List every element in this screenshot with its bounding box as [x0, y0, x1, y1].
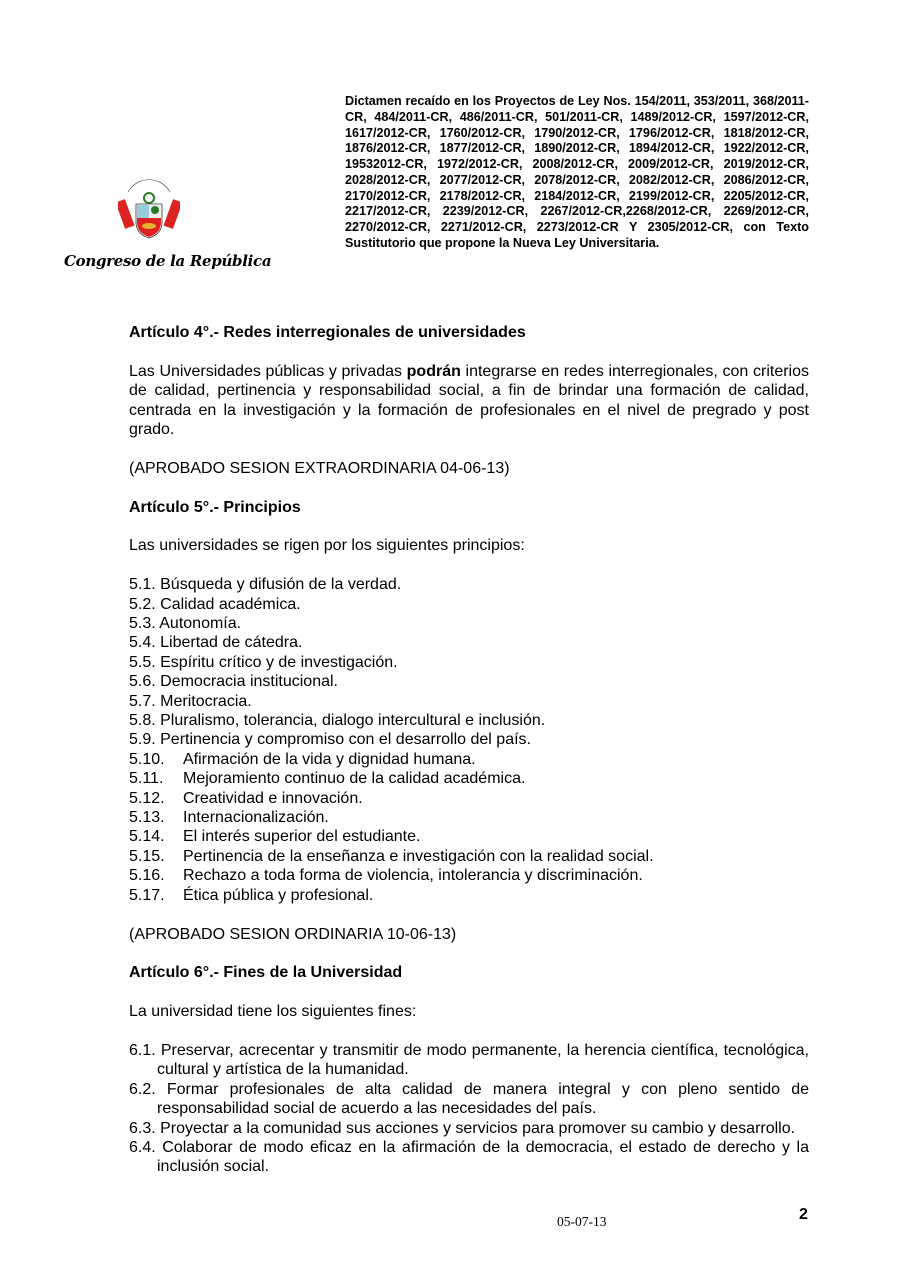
purpose-item: 6.3. Proyectar a la comunidad sus acciones y servicios para promover su cambio y desarrollo. — [129, 1119, 796, 1137]
principle-item — [129, 808, 809, 827]
peru-coat-of-arms-logo — [118, 178, 180, 244]
principle-item — [129, 886, 809, 905]
bold-text: podrán — [406, 362, 461, 380]
article-4-paragraph — [129, 362, 809, 440]
institution-name: Congreso de la República — [64, 252, 272, 270]
item-number: 5.16. — [129, 867, 165, 885]
article-4-status: (APROBADO SESION EXTRAORDINARIA 04-06-13) — [129, 459, 510, 477]
item-text: Creatividad e innovación. — [183, 789, 363, 807]
principle-item: 5.4. Libertad de cátedra. — [129, 634, 303, 652]
purpose-item: 6.2. Formar profesionales de alta calidad de manera integral y con pleno sentido de responsabilidad social de acuerdo a las necesidades del país. — [129, 1080, 809, 1118]
purpose-item: 6.4. Colaborar de modo eficaz en la afirmación de la democracia, el estado de derecho y la inclusión social. — [129, 1138, 809, 1176]
principle-item: 5.9. Pertinencia y compromiso con el desarrollo del país. — [129, 731, 531, 749]
item-number: 5.17. — [129, 886, 165, 904]
item-text: Pertinencia de la enseñanza e investigación con la realidad social. — [183, 847, 654, 865]
item-number: 5.10. — [129, 750, 165, 768]
principle-item — [129, 847, 809, 866]
page-number: 2 — [799, 1206, 808, 1223]
principle-item: 5.1. Búsqueda y difusión de la verdad. — [129, 576, 402, 594]
principle-item: 5.8. Pluralismo, tolerancia, dialogo intercultural e inclusión. — [129, 712, 546, 730]
article-6-title: Artículo 6°.- Fines de la Universidad — [129, 964, 403, 982]
principle-item: 5.5. Espíritu crítico y de investigación. — [129, 653, 398, 671]
item-number: 5.13. — [129, 809, 165, 827]
purpose-item: 6.1. Preservar, acrecentar y transmitir de modo permanente, la herencia científica, tecnológica, cultural y artística de la humanidad. — [129, 1041, 809, 1079]
principle-item — [129, 769, 809, 788]
principle-item: 5.2. Calidad académica. — [129, 595, 301, 613]
item-text: Mejoramiento continuo de la calidad académica. — [183, 770, 526, 788]
item-text: Internacionalización. — [183, 809, 329, 827]
item-text: Afirmación de la vida y dignidad humana. — [183, 750, 476, 768]
principle-item — [129, 789, 809, 808]
principle-item — [129, 866, 809, 885]
dictamen-header: Dictamen recaído en los Proyectos de Ley Nos. 154/2011, 353/2011, 368/2011-CR, 484/2011-CR, 486/2011-CR, 501/2011-CR, 1489/2012-CR, 1597/2012-CR, 1617/2012-CR, 1760/2012-CR, 1790/2012-CR, 1796/2012-CR, 1818/2012-CR, 1876/2012-CR, 1877/2012-CR, 1890/2012-CR, 1894/2012-CR, 1922/2012-CR, 19532012-CR, 1972/2012-CR, 2008/2012-CR, 2009/2012-CR, 2019/2012-CR, 2028/2012-CR, 2077/2012-CR, 2078/2012-CR, 2082/2012-CR, 2086/2012-CR, 2170/2012-CR, 2178/2012-CR, 2184/2012-CR, 2199/2012-CR, 2205/2012-CR, 2217/2012-CR, 2239/2012-CR, 2267/2012-CR,2268/2012-CR, 2269/2012-CR, 2270/2012-CR, 2271/2012-CR, 2273/2012-CR Y 2305/2012-CR, con Texto Sustitutorio que propone la Nueva Ley Universitaria. — [345, 94, 809, 250]
item-number: 5.14. — [129, 828, 165, 846]
principle-item: 5.3. Autonomía. — [129, 615, 242, 633]
item-number: 5.12. — [129, 789, 165, 807]
item-number: 5.15. — [129, 847, 165, 865]
text: Las Universidades públicas y privadas — [129, 362, 407, 380]
article-6-intro: La universidad tiene los siguientes fines: — [129, 1003, 417, 1021]
article-5-title: Artículo 5°.- Principios — [129, 498, 301, 516]
principle-item — [129, 750, 809, 769]
article-5-status: (APROBADO SESION ORDINARIA 10-06-13) — [129, 925, 457, 943]
document-body — [129, 323, 809, 1177]
footer-date: 05-07-13 — [557, 1214, 607, 1229]
item-text: Ética pública y profesional. — [183, 886, 374, 904]
principle-item — [129, 827, 809, 846]
item-text: El interés superior del estudiante. — [183, 828, 421, 846]
item-number: 5.11. — [129, 770, 164, 788]
principle-item: 5.6. Democracia institucional. — [129, 673, 338, 691]
principle-item: 5.7. Meritocracia. — [129, 692, 252, 710]
article-5-intro: Las universidades se rigen por los siguientes principios: — [129, 537, 525, 555]
text: integrarse en redes interregionales, con criterios de calidad, pertinencia y responsabilidad social, a fin de brindar una formación de calidad, centrada en la investigación y la formación de profesionales en el nivel de pregrado y post grado. — [129, 362, 809, 439]
item-text: Rechazo a toda forma de violencia, intolerancia y discriminación. — [183, 867, 643, 885]
article-4-title: Artículo 4°.- Redes interregionales de universidades — [129, 324, 526, 341]
